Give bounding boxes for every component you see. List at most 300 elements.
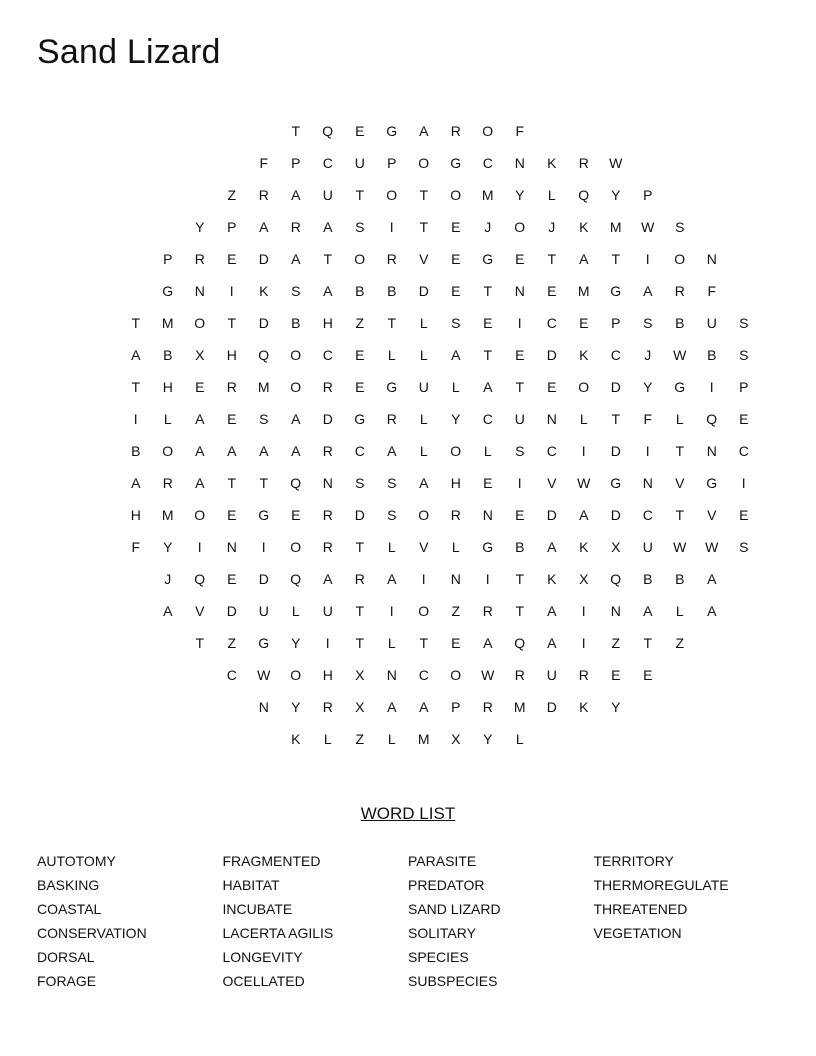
word-list-item: THREATENED [593, 901, 688, 917]
grid-letter: P [451, 699, 461, 715]
grid-letter: X [355, 667, 365, 683]
grid-letter: T [355, 635, 365, 651]
grid-letter: S [259, 411, 269, 427]
grid-letter: L [547, 187, 557, 203]
grid-letter: M [161, 315, 175, 331]
grid-letter: Q [290, 475, 302, 491]
grid-letter: I [741, 475, 747, 491]
grid-letter: C [738, 443, 750, 459]
grid-letter: E [611, 667, 621, 683]
grid-letter: D [258, 251, 270, 267]
grid-letter: I [133, 411, 139, 427]
grid-letter: B [675, 571, 685, 587]
grid-letter: R [226, 379, 238, 395]
grid-letter: M [513, 699, 527, 715]
word-list-item: FORAGE [37, 973, 97, 989]
grid-letter: E [739, 507, 749, 523]
grid-letter: G [258, 635, 270, 651]
grid-letter: J [548, 219, 556, 235]
grid-letter: C [642, 507, 654, 523]
grid-letter: O [450, 443, 462, 459]
grid-letter: T [355, 187, 365, 203]
grid-letter: A [291, 443, 301, 459]
grid-letter: C [322, 347, 334, 363]
grid-letter: D [354, 507, 366, 523]
grid-letter: E [227, 411, 237, 427]
grid-letter: N [642, 475, 654, 491]
grid-letter: F [259, 155, 269, 171]
word-list-item: AUTOTOMY [37, 853, 116, 869]
grid-row [0, 211, 816, 243]
grid-letter: D [546, 347, 558, 363]
grid-letter: T [547, 251, 557, 267]
grid-row [0, 659, 816, 691]
grid-letter: R [194, 251, 206, 267]
grid-letter: O [674, 251, 686, 267]
grid-letter: C [226, 667, 238, 683]
grid-letter: O [162, 443, 174, 459]
grid-letter: E [355, 379, 365, 395]
grid-letter: O [290, 667, 302, 683]
grid-letter: T [515, 571, 525, 587]
grid-letter: T [515, 603, 525, 619]
grid-letter: I [325, 635, 331, 651]
grid-letter: Y [643, 379, 653, 395]
grid-letter: K [259, 283, 269, 299]
grid-letter: S [387, 507, 397, 523]
grid-letter: L [387, 635, 397, 651]
grid-letter: S [675, 219, 685, 235]
grid-letter: B [131, 443, 141, 459]
grid-letter: A [131, 347, 141, 363]
grid-letter: O [450, 667, 462, 683]
grid-letter: A [483, 379, 493, 395]
grid-letter: S [643, 315, 653, 331]
grid-letter: O [514, 219, 526, 235]
grid-letter: J [484, 219, 492, 235]
grid-letter: I [645, 443, 651, 459]
word-list-heading: WORD LIST [360, 804, 456, 823]
grid-letter: Z [675, 635, 685, 651]
grid-letter: O [290, 347, 302, 363]
grid-letter: I [389, 603, 395, 619]
grid-letter: Y [515, 187, 525, 203]
grid-letter: L [675, 603, 685, 619]
grid-letter: T [355, 539, 365, 555]
grid-letter: A [323, 283, 333, 299]
grid-letter: O [354, 251, 366, 267]
grid-letter: L [323, 731, 333, 747]
grid-letter: P [643, 187, 653, 203]
grid-letter: Y [291, 635, 301, 651]
grid-letter: E [515, 251, 525, 267]
grid-letter: I [517, 475, 523, 491]
grid-letter: H [450, 475, 462, 491]
grid-letter: O [194, 507, 206, 523]
grid-letter: I [581, 603, 587, 619]
grid-row [0, 435, 816, 467]
grid-letter: L [419, 315, 429, 331]
grid-letter: G [258, 507, 270, 523]
word-list-item: BASKING [37, 877, 100, 893]
grid-row [0, 339, 816, 371]
grid-letter: H [130, 507, 142, 523]
grid-letter: T [355, 603, 365, 619]
grid-letter: N [386, 667, 398, 683]
grid-letter: B [387, 283, 397, 299]
grid-letter: T [195, 635, 205, 651]
grid-letter: E [227, 251, 237, 267]
grid-row [0, 115, 816, 147]
grid-row [0, 467, 816, 499]
grid-letter: E [547, 379, 557, 395]
grid-letter: B [355, 283, 365, 299]
grid-letter: A [547, 539, 557, 555]
grid-letter: U [322, 187, 334, 203]
grid-letter: L [483, 443, 493, 459]
grid-letter: Y [195, 219, 205, 235]
grid-letter: Q [706, 411, 718, 427]
word-list-item: PARASITE [408, 853, 477, 869]
grid-letter: N [706, 251, 718, 267]
grid-letter: H [226, 347, 238, 363]
grid-letter: U [258, 603, 270, 619]
word-list-item: LACERTA AGILIS [222, 925, 334, 941]
grid-letter: C [546, 315, 558, 331]
grid-letter: R [450, 507, 462, 523]
grid-letter: Z [355, 731, 365, 747]
grid-letter: E [451, 283, 461, 299]
grid-letter: E [515, 507, 525, 523]
word-list-item: DORSAL [37, 949, 95, 965]
grid-letter: K [291, 731, 301, 747]
grid-letter: A [483, 635, 493, 651]
grid-letter: T [419, 219, 429, 235]
grid-letter: E [451, 219, 461, 235]
grid-letter: I [485, 571, 491, 587]
grid-letter: B [707, 347, 717, 363]
grid-letter: V [707, 507, 717, 523]
page-title: Sand Lizard [37, 33, 221, 71]
grid-letter: E [515, 347, 525, 363]
grid-letter: M [257, 379, 271, 395]
word-list-column [37, 850, 222, 994]
grid-letter: X [579, 571, 589, 587]
grid-letter: T [611, 411, 621, 427]
grid-letter: K [579, 539, 589, 555]
grid-row [0, 627, 816, 659]
grid-row [0, 179, 816, 211]
grid-letter: N [258, 699, 270, 715]
grid-letter: A [195, 443, 205, 459]
grid-letter: T [419, 187, 429, 203]
grid-letter: D [258, 571, 270, 587]
grid-letter: A [387, 699, 397, 715]
grid-letter: W [673, 539, 687, 555]
grid-letter: R [258, 187, 270, 203]
grid-letter: V [419, 539, 429, 555]
grid-letter: A [547, 603, 557, 619]
grid-letter: L [419, 443, 429, 459]
grid-letter: P [739, 379, 749, 395]
grid-letter: I [517, 315, 523, 331]
grid-letter: Q [322, 123, 334, 139]
grid-letter: G [674, 379, 686, 395]
grid-letter: A [195, 475, 205, 491]
grid-letter: E [291, 507, 301, 523]
grid-letter: R [482, 603, 494, 619]
grid-letter: A [291, 187, 301, 203]
grid-letter: C [322, 155, 334, 171]
grid-row [0, 403, 816, 435]
grid-letter: K [579, 219, 589, 235]
grid-letter: N [322, 475, 334, 491]
grid-row [0, 147, 816, 179]
grid-letter: W [577, 475, 591, 491]
grid-letter: Q [290, 571, 302, 587]
grid-letter: L [163, 411, 173, 427]
grid-letter: R [450, 123, 462, 139]
grid-letter: Z [611, 635, 621, 651]
grid-letter: Q [578, 187, 590, 203]
grid-letter: O [290, 379, 302, 395]
grid-letter: E [739, 411, 749, 427]
grid-letter: S [355, 475, 365, 491]
grid-letter: W [609, 155, 623, 171]
grid-letter: W [257, 667, 271, 683]
grid-letter: O [578, 379, 590, 395]
grid-letter: I [389, 219, 395, 235]
grid-letter: R [386, 251, 398, 267]
grid-letter: M [481, 187, 495, 203]
word-list-column [594, 850, 779, 946]
word-list-item: COASTAL [37, 901, 102, 917]
word-list-item: SPECIES [408, 949, 469, 965]
grid-letter: M [417, 731, 431, 747]
grid-letter: S [387, 475, 397, 491]
grid-letter: E [227, 571, 237, 587]
grid-letter: A [227, 443, 237, 459]
grid-letter: T [291, 123, 301, 139]
grid-row [0, 723, 816, 755]
grid-letter: G [354, 411, 366, 427]
grid-letter: A [707, 603, 717, 619]
grid-letter: C [482, 155, 494, 171]
grid-letter: E [579, 315, 589, 331]
grid-letter: X [355, 699, 365, 715]
grid-letter: T [675, 443, 685, 459]
grid-letter: P [387, 155, 397, 171]
word-list-item: VEGETATION [593, 925, 682, 941]
grid-row [0, 499, 816, 531]
grid-letter: E [227, 507, 237, 523]
grid-letter: Z [355, 315, 365, 331]
grid-letter: J [644, 347, 652, 363]
grid-letter: K [579, 699, 589, 715]
grid-letter: G [482, 251, 494, 267]
grid-letter: H [322, 667, 334, 683]
grid-letter: G [482, 539, 494, 555]
grid-letter: X [451, 731, 461, 747]
grid-letter: N [482, 507, 494, 523]
grid-letter: E [355, 123, 365, 139]
grid-letter: T [323, 251, 333, 267]
grid-letter: R [322, 699, 334, 715]
grid-letter: N [546, 411, 558, 427]
word-list-item: SAND LIZARD [408, 901, 501, 917]
grid-letter: D [258, 315, 270, 331]
grid-letter: D [610, 507, 622, 523]
grid-letter: T [227, 475, 237, 491]
grid-letter: S [739, 315, 749, 331]
word-list-item: INCUBATE [222, 901, 293, 917]
grid-letter: F [131, 539, 141, 555]
grid-letter: A [643, 283, 653, 299]
grid-letter: O [418, 603, 430, 619]
grid-letter: A [163, 603, 173, 619]
grid-letter: W [673, 347, 687, 363]
grid-letter: L [419, 347, 429, 363]
grid-letter: R [482, 699, 494, 715]
grid-letter: A [291, 251, 301, 267]
grid-letter: E [547, 283, 557, 299]
grid-letter: I [645, 251, 651, 267]
grid-letter: V [195, 603, 205, 619]
grid-letter: A [387, 443, 397, 459]
grid-letter: I [261, 539, 267, 555]
grid-letter: K [547, 571, 557, 587]
grid-letter: D [610, 379, 622, 395]
grid-letter: T [131, 379, 141, 395]
grid-row [0, 371, 816, 403]
grid-letter: W [705, 539, 719, 555]
word-list [37, 850, 781, 1000]
grid-letter: Q [258, 347, 270, 363]
grid-row [0, 563, 816, 595]
grid-letter: D [546, 699, 558, 715]
grid-letter: K [547, 155, 557, 171]
grid-letter: E [483, 475, 493, 491]
grid-letter: L [579, 411, 589, 427]
grid-row [0, 595, 816, 627]
grid-letter: U [514, 411, 526, 427]
grid-letter: R [514, 667, 526, 683]
grid-letter: Z [227, 635, 237, 651]
grid-letter: P [227, 219, 237, 235]
grid-letter: E [195, 379, 205, 395]
grid-letter: T [227, 315, 237, 331]
grid-letter: T [131, 315, 141, 331]
grid-letter: A [547, 635, 557, 651]
word-list-item: HABITAT [222, 877, 280, 893]
grid-letter: R [290, 219, 302, 235]
grid-letter: I [709, 379, 715, 395]
grid-letter: A [419, 699, 429, 715]
grid-letter: G [162, 283, 174, 299]
grid-letter: Y [483, 731, 493, 747]
grid-letter: K [579, 347, 589, 363]
grid-letter: N [706, 443, 718, 459]
grid-letter: U [546, 667, 558, 683]
grid-letter: A [259, 443, 269, 459]
grid-letter: D [226, 603, 238, 619]
grid-letter: N [514, 155, 526, 171]
grid-letter: U [354, 155, 366, 171]
grid-row [0, 243, 816, 275]
word-list-item: FRAGMENTED [222, 853, 321, 869]
grid-letter: W [641, 219, 655, 235]
grid-letter: U [706, 315, 718, 331]
grid-letter: I [421, 571, 427, 587]
grid-letter: G [386, 123, 398, 139]
grid-letter: Y [611, 699, 621, 715]
grid-letter: O [418, 507, 430, 523]
grid-letter: G [450, 155, 462, 171]
grid-letter: Z [451, 603, 461, 619]
grid-letter: T [387, 315, 397, 331]
grid-letter: H [322, 315, 334, 331]
grid-letter: A [323, 219, 333, 235]
grid-letter: N [226, 539, 238, 555]
grid-letter: E [643, 667, 653, 683]
grid-letter: Y [163, 539, 173, 555]
grid-letter: S [451, 315, 461, 331]
grid-letter: G [386, 379, 398, 395]
grid-row [0, 307, 816, 339]
grid-letter: U [418, 379, 430, 395]
grid-letter: B [515, 539, 525, 555]
grid-letter: R [578, 667, 590, 683]
grid-letter: O [194, 315, 206, 331]
grid-letter: G [610, 475, 622, 491]
grid-letter: A [259, 219, 269, 235]
grid-letter: A [451, 347, 461, 363]
grid-letter: A [387, 571, 397, 587]
grid-letter: F [643, 411, 653, 427]
grid-letter: L [387, 539, 397, 555]
grid-letter: O [386, 187, 398, 203]
grid-letter: L [451, 539, 461, 555]
grid-letter: O [290, 539, 302, 555]
grid-letter: M [609, 219, 623, 235]
grid-letter: I [229, 283, 235, 299]
grid-letter: D [546, 507, 558, 523]
grid-letter: G [706, 475, 718, 491]
grid-letter: R [354, 571, 366, 587]
grid-letter: A [643, 603, 653, 619]
grid-letter: C [482, 411, 494, 427]
grid-letter: X [195, 347, 205, 363]
grid-letter: Y [611, 187, 621, 203]
grid-letter: U [642, 539, 654, 555]
grid-row [0, 275, 816, 307]
grid-letter: S [515, 443, 525, 459]
grid-letter: R [322, 379, 334, 395]
grid-letter: L [451, 379, 461, 395]
word-list-item: CONSERVATION [37, 925, 147, 941]
grid-letter: I [197, 539, 203, 555]
grid-letter: R [322, 539, 334, 555]
word-list-item: OCELLATED [222, 973, 305, 989]
grid-letter: X [611, 539, 621, 555]
word-list-item: LONGEVITY [222, 949, 303, 965]
grid-letter: S [355, 219, 365, 235]
grid-letter: L [515, 731, 525, 747]
grid-letter: T [515, 379, 525, 395]
grid-letter: Q [194, 571, 206, 587]
grid-letter: R [386, 411, 398, 427]
grid-letter: J [164, 571, 172, 587]
